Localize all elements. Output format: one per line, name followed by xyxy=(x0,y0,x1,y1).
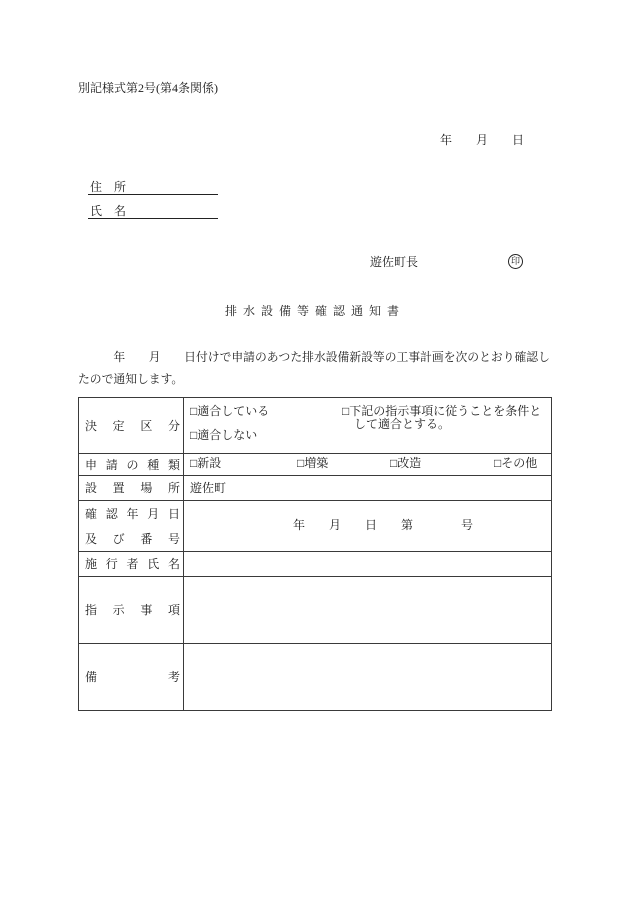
label-char: 者 xyxy=(126,557,139,571)
decision-option-compliant: □適合している xyxy=(190,404,270,418)
label-char: 請 xyxy=(105,457,118,472)
label-char: 認 xyxy=(105,506,118,521)
confirmation-content-cell xyxy=(184,501,551,552)
label-char: 所 xyxy=(167,481,180,495)
application-type-content-cell xyxy=(184,454,551,476)
label-char: 日 xyxy=(167,506,180,521)
label-char: 場 xyxy=(140,481,153,495)
confirmation-date-number: 年 月 日 第 号 xyxy=(293,518,474,532)
label-char: 氏 xyxy=(147,557,160,571)
label-char: の xyxy=(126,457,139,472)
decision-content-cell xyxy=(184,398,551,454)
label-char: 事 xyxy=(140,603,153,617)
notice-text-line-2: たので通知します。 xyxy=(78,372,184,386)
decision-label-cell xyxy=(79,398,184,454)
label-char: 行 xyxy=(105,557,118,571)
application-type-label xyxy=(85,459,180,471)
location-value: 遊佐町 xyxy=(190,481,227,495)
label-char: 月 xyxy=(147,506,160,521)
label-char: 指 xyxy=(85,603,98,617)
decision-label xyxy=(85,420,180,432)
label-char: 分 xyxy=(167,418,180,433)
label-char: 類 xyxy=(167,457,180,472)
name-label: 氏 名 xyxy=(90,204,127,218)
label-char: 区 xyxy=(140,418,153,433)
label-char: 及 xyxy=(85,531,98,546)
remarks-label-cell xyxy=(79,644,184,710)
contractor-label-cell xyxy=(79,552,184,577)
issuer-name: 遊佐町長 xyxy=(370,255,419,269)
form-number: 別記様式第2号(第4条関係) xyxy=(78,81,218,95)
confirmation-label-line-2 xyxy=(85,533,180,545)
label-char: 号 xyxy=(167,531,180,546)
label-char: 考 xyxy=(167,670,180,684)
document-title: 排水設備等確認通知書 xyxy=(225,304,406,318)
label-char: 設 xyxy=(85,481,98,495)
label-char: 示 xyxy=(112,603,125,617)
seal-mark: 印 xyxy=(508,254,523,269)
decision-option-conditional-line-1: □下記の指示事項に従うことを条件と xyxy=(342,404,542,418)
instructions-content-cell xyxy=(184,577,551,644)
label-char: 申 xyxy=(85,457,98,472)
location-label xyxy=(85,482,180,494)
decision-option-noncompliant: □適合しない xyxy=(190,428,258,442)
contractor-content-cell xyxy=(184,552,551,577)
contractor-label xyxy=(85,558,180,570)
recipient-address-field xyxy=(88,181,218,195)
application-type-label-cell xyxy=(79,454,184,476)
label-char: 備 xyxy=(85,670,98,684)
type-option-extension: □増築 xyxy=(297,456,329,470)
address-label: 住 所 xyxy=(90,180,127,194)
notice-table xyxy=(78,397,552,711)
decision-option-conditional-line-2: して適合とする。 xyxy=(354,417,451,431)
label-char: 名 xyxy=(167,557,180,571)
label-char: 番 xyxy=(140,531,153,546)
label-char: 定 xyxy=(112,418,125,433)
instructions-label xyxy=(85,604,180,616)
confirmation-label-line-1 xyxy=(85,508,180,520)
label-char: 項 xyxy=(167,603,180,617)
notice-text-line-1: 年 月 日付けで申請のあつた排水設備新設等の工事計画を次のとおり確認し xyxy=(78,350,550,364)
label-char: 決 xyxy=(85,418,98,433)
label-char: 置 xyxy=(112,481,125,495)
label-char: 種 xyxy=(147,457,160,472)
label-char: 施 xyxy=(85,557,98,571)
location-label-cell xyxy=(79,476,184,501)
instructions-label-cell xyxy=(79,577,184,644)
recipient-name-field xyxy=(88,205,218,219)
type-option-new: □新設 xyxy=(190,456,222,470)
confirmation-label-cell xyxy=(79,501,184,552)
remarks-content-cell xyxy=(184,644,551,710)
remarks-label xyxy=(85,671,180,683)
label-char: 年 xyxy=(126,506,139,521)
label-char: び xyxy=(112,531,125,546)
type-option-other: □その他 xyxy=(494,456,538,470)
label-char: 確 xyxy=(85,506,98,521)
location-content-cell xyxy=(184,476,551,501)
issue-date: 年 月 日 xyxy=(440,133,525,147)
type-option-modification: □改造 xyxy=(390,456,422,470)
